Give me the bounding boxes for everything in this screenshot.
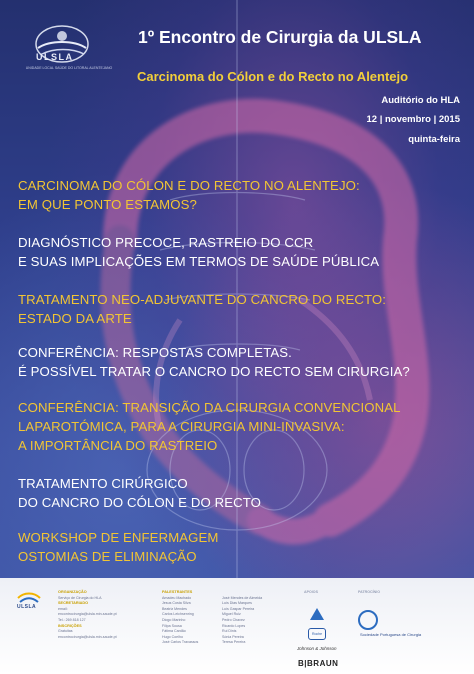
ulsla-logo-icon [14,18,110,82]
event-venue: Auditório do HLA [381,95,460,106]
footer-logo-text: ULSLA [17,604,37,610]
event-title: 1º Encontro de Cirurgia da ULSLA [138,27,422,47]
topic-1: CARCINOMA DO CÓLON E DO RECTO NO ALENTEJO: EM QUE PONTO ESTAMOS? [18,178,360,212]
footer-speakers-column-1: PALESTRANTES Amadeu Machado Jesus Costa Silva Beatriz Mendes Carlos Leichsenring Diogo Marinho Filipa Sousa Fátima Cardão Hugo Coelho José Carlos Travassos [162,590,199,645]
topic-3: TRATAMENTO NEO-ADJUVANTE DO CANCRO DO RECTO: ESTADO DA ARTE [18,292,387,326]
logo-text: ULSLA [36,52,74,62]
event-weekday: quinta-feira [408,134,460,145]
bbraun-logo: B|BRAUN [298,659,339,668]
topic-2: DIAGNÓSTICO PRECOCE, RASTREIO DO CCR E SUAS IMPLICAÇÕES EM TERMOS DE SAÚDE PÚBLICA [18,235,380,269]
topic-4: CONFERÊNCIA: RESPOSTAS COMPLETAS. É POSSÍVEL TRATAR O CANCRO DO RECTO SEM CIRURGIA? [18,345,410,379]
sponsor-triangle-icon [310,608,324,620]
topic-6: TRATAMENTO CIRÚRGICO DO CANCRO DO CÓLON E DO RECTO [18,476,261,510]
jj-logo: Johnson & Johnson [297,646,337,651]
footer-info-column: ORGANIZAÇÃO Serviço de Cirurgia do HLA SECRETARIADO email: encontrocirurgia@ulsla.min-saude.pt Tel.: 269 818 127 INSCRIÇÕES Gratuitas encontrocirurgia@ulsla.min-saude.pt [58,590,117,639]
event-subtitle: Carcinoma do Cólon e do Recto no Alentejo [137,69,409,84]
logo-subtitle: UNIDADE LOCAL SAÚDE DO LITORAL ALENTEJANO [25,66,113,70]
footer-apoios-label: APOIOS [304,590,318,594]
topic-5: CONFERÊNCIA: TRANSIÇÃO DA CIRURGIA CONVENCIONAL LAPAROTÓMICA, PARA A CIRURGIA MINI-INVASIVA: A IMPORTÂNCIA DO RASTREIO [18,400,401,453]
topic-7: WORKSHOP DE ENFERMAGEM OSTOMIAS DE ELIMINAÇÃO [18,530,219,564]
footer-speakers-column-2: José Mendes de Almeida Luís Dias Marques Luís Gaspar Pereira Miguel Ruiz Pedro Chavez Ricardo Lopes Rui Dinis Sónia Pereira Teresa Pereira [222,595,263,645]
event-date: 12 | novembro | 2015 [366,114,460,125]
spcp-logo-text: Sociedade Portuguesa de Cirurgia [360,632,422,637]
spcp-logo-icon [358,610,378,630]
roche-logo: Roche [308,628,326,640]
footer-patrocinio-label: PATROCÍNIO [358,590,381,594]
